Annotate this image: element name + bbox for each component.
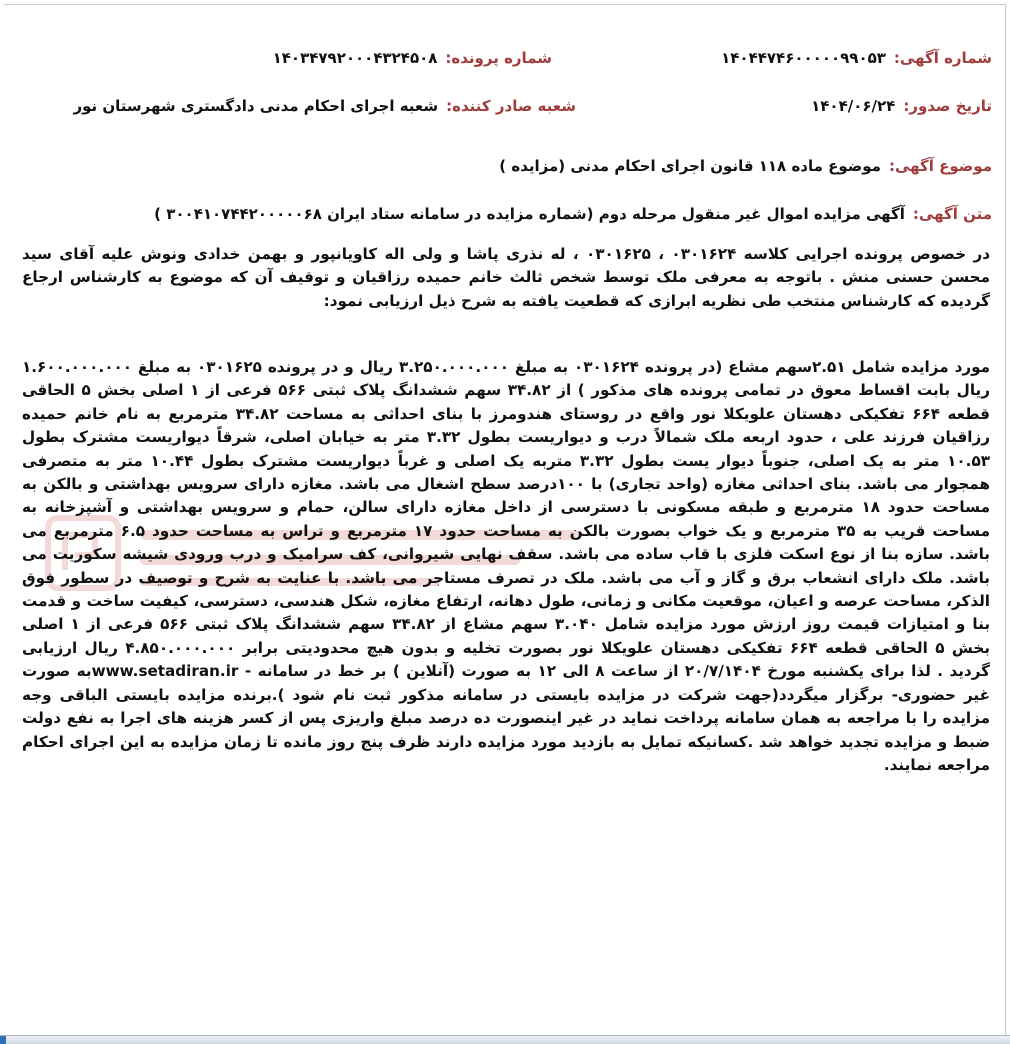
issuer <box>73 96 576 116</box>
window-corner-accent <box>0 1036 6 1044</box>
subject-value: موضوع ماده ۱۱۸ قانون اجرای احکام مدنی (مزایده ) <box>499 157 881 175</box>
case-number-value: ۱۴۰۳۴۷۹۲۰۰۰۴۳۲۴۵۰۸ <box>272 49 438 67</box>
issuer-value: شعبه اجرای احکام مدنی دادگستری شهرستان نور <box>73 97 439 115</box>
body-paragraph-details: مورد مزایده شامل ۲.۵۱سهم مشاع (در پرونده ۰۳۰۱۶۲۴ به مبلغ ۳.۲۵۰.۰۰۰.۰۰۰ ریال و در پرونده ۰۳۰۱۶۲۵ به مبلغ ۱.۶۰۰.۰۰۰.۰۰۰ ریال بابت اقساط معوق در تمامی پرونده های مذکور ) از ۳۴.۸۲ سهم ششدانگ پلاک ثبتی ۵۶۶ فرعی از ۱ اصلی بخش ۵ الحاقی قطعه ۶۶۴ تفکیکی دهستان علویکلا نور واقع در روستای هندومرز با بنای احداثی به مساحت ۳۴.۸۲ مترمربع به نام خانم حمیده رزاقیان فرزند علی ، حدود اربعه ملک شمالاً درب و دیواریست بطول ۳.۳۲ متر به خیابان اصلی، شرقاً دیواریست مشترک بطول ۱۰.۵۳ متر به یک اصلی، جنوباً دیوار یست بطول ۳.۳۲ متربه یک اصلی و غرباً دیواریست مشترک بطول ۱۰.۴۴ متر به متصرفی همجوار می باشد. بنای احداثی مغازه (واحد تجاری) با ۱۰۰درصد سطح اشغال می باشد. مغازه دارای سرویس بهداشتی و بالکن به مساحت حدود ۱۸ مترمربع و طبقه مسکونی با دسترسی از داخل مغازه دارای سالن، حمام و سرویس بهداشتی و آشپزخانه به مساحت قریب به ۳۵ مترمربع و یک خواب بصورت بالکن به مساحت حدود ۱۷ مترمربع و تراس به مساحت حدود ۶.۵ مترمربع می باشد. سازه بنا از نوع اسکت فلزی با قاب ساده می باشد. سقف نهایی شیروانی، کف سرامیک و درب ورودی شیشه سکوریت می باشد. ملک دارای انشعاب برق و گاز و آب می باشد. ملک در تصرف مستاجر می باشد. با عنایت به شرح و توصیف در سطور فوق الذکر، مساحت عرصه و اعیان، موقعیت مکانی و زمانی، طول دهانه، ارتفاع مغازه، شکل هندسی، دسترسی، کیفیت ساخت و قدمت بنا و امتیازات قیمت روز ارزش مورد مزایده شامل ۳.۰۴۰ سهم مشاع از ۳۴.۸۲ سهم ششدانگ پلاک ثبتی ۵۶۶ فرعی از ۱ اصلی بخش ۵ الحاقی قطعه ۶۶۴ تفکیکی دهستان علویکلا نور بصورت تخلیه و بدون هیچ محدودیتی برابر ۴.۸۵۰.۰۰۰.۰۰۰ ریال ارزیابی گردید . لذا برای یکشنبه مورخ ۲۰/۷/۱۴۰۴ از ساعت ۸ الی ۱۲ به صورت (آنلاین ) بر خط در سامانه - www.setadiran.irبه صورت غیر حضوری- برگزار میگردد(جهت شرکت در مزایده بایستی در سامانه مذکور ثبت نام شود ).برنده مزایده بایستی الباقی وجه مزایده را با مراجعه به همان سامانه پرداخت نماید در غیر اینصورت ده درصد مبلغ واریزی پس از کسر هزینه های اجرا به نفع دولت ضبط و مزایده تجدید خواهد شد .کسانیکه تمایل به بازدید مورد مزایده دارند ظرف پنج روز مانده تا زمان مزایده به این اجرای احکام مراجعه نمایند. <box>22 358 991 774</box>
issue-date-value: ۱۴۰۴/۰۶/۲۴ <box>811 97 896 115</box>
issuer-label: شعبه صادر کننده: <box>446 97 576 115</box>
case-number <box>273 48 552 68</box>
body-paragraph-intro: در خصوص پرونده اجرایی کلاسه ۰۳۰۱۶۲۴ ، ۰۳۰۱۶۲۵ ، له نذری پاشا و ولی اله کاویانپور و بهمن خدادی ونوش علیه آقای سید محسن حسنی منش . باتوجه به معرفی ملک توسط شخص ثالث خانم حمیده رزاقیان و توقیف آن که موضوع به کارشناس ارجاع گردیده که کارشناس منتخب طی نظریه ابرازی که قطعیت یافته به شرح ذیل ارزیابی نمود: <box>22 245 990 310</box>
subject <box>499 156 992 176</box>
ad-number-value: ۱۴۰۴۴۷۴۶۰۰۰۰۰۹۹۰۵۳ <box>721 49 886 67</box>
notice-text-value: آگهی مزایده اموال غیر منقول مرحله دوم (شماره مزایده در سامانه ستاد ایران ۳۰۰۴۱۰۷۴۴۲۰۰۰۰۰۶۸ ) <box>154 205 905 223</box>
issue-date-label: تاریخ صدور: <box>903 97 992 115</box>
case-number-label: شماره پرونده: <box>445 49 552 67</box>
window-bottom-bar <box>0 1035 1010 1044</box>
subject-label: موضوع آگهی: <box>888 157 992 175</box>
ad-number-label: شماره آگهی: <box>893 49 992 67</box>
notice-text-label: متن آگهی: <box>912 205 992 223</box>
issue-date <box>811 96 992 116</box>
notice-text-title <box>154 204 992 224</box>
ad-number <box>721 48 992 68</box>
